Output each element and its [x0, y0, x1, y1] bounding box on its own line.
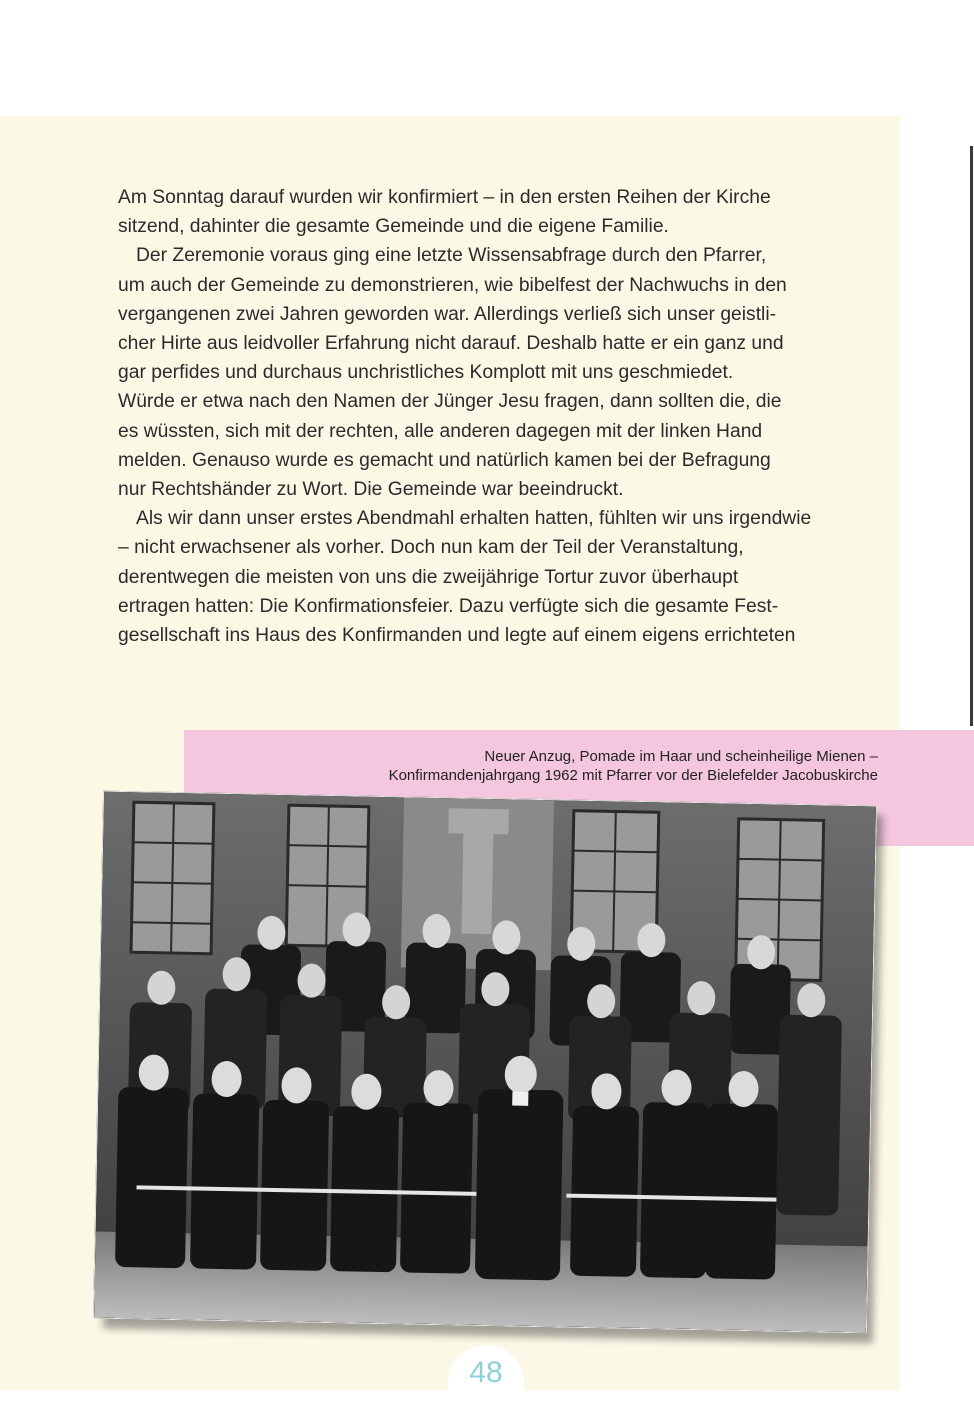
- group-photo: [93, 791, 877, 1334]
- text-line: Als wir dann unser erstes Abendmahl erhalten hatten, fühlten wir uns irgendwie: [136, 508, 812, 530]
- caption-line-1: Neuer Anzug, Pomade im Haar und scheinheilige Mienen –: [484, 748, 878, 765]
- text-line: – nicht erwachsener als vorher. Doch nun kam der Teil der Veranstaltung,: [118, 537, 744, 559]
- page-edge-line: [970, 146, 973, 726]
- text-line: cher Hirte aus leidvoller Erfahrung nicht darauf. Deshalb hatte er ein ganz und: [118, 333, 784, 355]
- text-line: Am Sonntag darauf wurden wir konfirmiert – in den ersten Reihen der Kirche: [118, 187, 771, 208]
- text-line: Der Zeremonie voraus ging eine letzte Wissensabfrage durch den Pfarrer,: [136, 245, 767, 267]
- text-line: melden. Genauso wurde es gemacht und natürlich kamen bei der Befragung: [118, 449, 771, 471]
- text-line: um auch der Gemeinde zu demonstrieren, wie bibelfest der Nachwuchs in den: [118, 274, 787, 296]
- body-text: [118, 183, 860, 650]
- text-line: vergangenen zwei Jahren geworden war. Allerdings verließ sich unser geistli-: [118, 303, 777, 325]
- text-line: derentwegen die meisten von uns die zweijährige Tortur zuvor überhaupt: [118, 566, 739, 588]
- text-line: gesellschaft ins Haus des Konfirmanden und legte auf einem eigens errichteten: [118, 625, 796, 647]
- text-line: es wüssten, sich mit der rechten, alle anderen dagegen mit der linken Hand: [118, 420, 763, 442]
- text-line: sitzend, dahinter die gesamte Gemeinde und die eigene Familie.: [118, 216, 669, 238]
- caption-line-2: Konfirmandenjahrgang 1962 mit Pfarrer vor der Bielefelder Jacobuskirche: [388, 767, 878, 784]
- page-number: 48: [469, 1356, 503, 1389]
- text-line: Würde er etwa nach den Namen der Jünger Jesu fragen, dann sollten die, die: [118, 391, 782, 413]
- text-line: ertragen hatten: Die Konfirmationsfeier. Dazu verfügte sich die gesamte Fest-: [118, 595, 779, 617]
- photo-caption: [389, 747, 878, 785]
- text-line: nur Rechtshänder zu Wort. Die Gemeinde war beeindruckt.: [118, 479, 624, 501]
- group-photo-illustration: [94, 792, 876, 1333]
- text-line: gar perfides und durchaus unchristliches Komplott mit uns geschmiedet.: [118, 362, 734, 384]
